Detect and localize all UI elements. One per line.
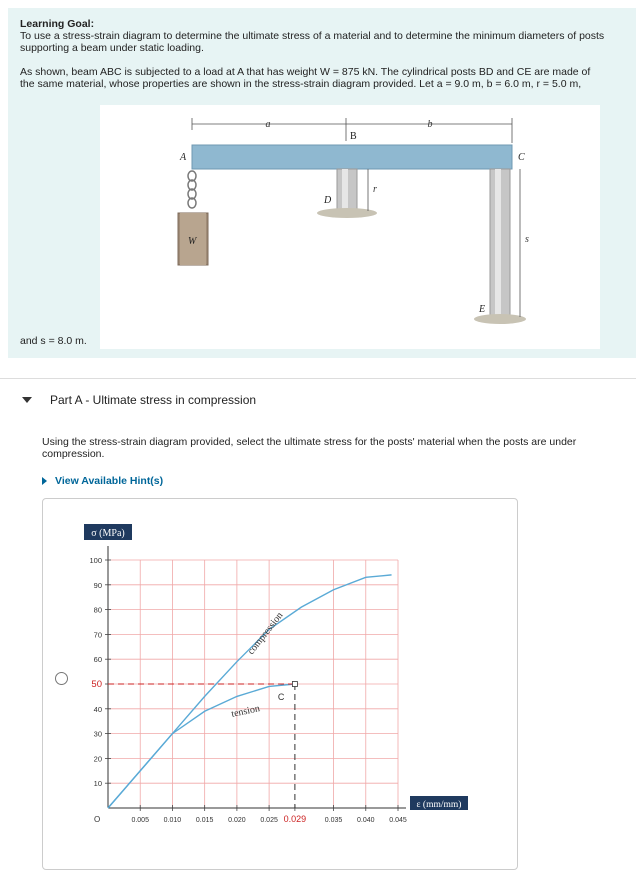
label-C: C xyxy=(518,152,525,163)
part-a-header[interactable] xyxy=(22,393,256,407)
tick-label-y: 80 xyxy=(93,605,102,615)
tick-label-x: 0.005 xyxy=(131,817,149,824)
caret-right-icon xyxy=(42,477,47,485)
tick-label-y: 90 xyxy=(93,580,102,590)
stress-strain-chart xyxy=(72,520,472,824)
label-a: a xyxy=(265,119,271,130)
tick-label-y: 30 xyxy=(93,729,102,739)
post-bd-highlight xyxy=(342,169,348,211)
learning-goal-title: Learning Goal: xyxy=(20,18,95,30)
section-divider xyxy=(0,378,636,379)
tick-label-x: 0.029 xyxy=(283,814,307,824)
tick-label-x: 0.015 xyxy=(195,817,214,824)
x-axis-label: ε (mm/mm) xyxy=(416,800,462,810)
beam-abc xyxy=(192,145,512,169)
problem-statement xyxy=(20,66,632,90)
annotation-compression: compression xyxy=(245,610,286,657)
y-axis-label-box xyxy=(84,524,132,540)
curve-tension xyxy=(108,684,295,808)
tick-label-x: 0.025 xyxy=(260,817,278,824)
view-hints-link[interactable] xyxy=(42,475,163,487)
tick-label-y: 60 xyxy=(93,655,102,665)
problem-line-2: the same material, whose properties are shown in the stress-strain diagram provided. Let a = 9.0 m, b = 6.0 m, r = 5.0 m, xyxy=(20,78,582,90)
learning-goal-panel xyxy=(8,8,636,358)
tick-label-x: 0.045 xyxy=(389,817,407,824)
question-text: Using the stress-strain diagram provided, select the ultimate stress for the posts' material when the posts are under compression. xyxy=(42,436,577,460)
tick-label-x: 0.010 xyxy=(163,817,182,824)
caret-down-icon[interactable] xyxy=(22,397,32,403)
tick-label-y: 50 xyxy=(91,679,102,690)
origin-label: O xyxy=(94,815,101,824)
annotation-tension: tension xyxy=(230,703,261,720)
post-ce-highlight xyxy=(495,169,501,317)
tick-label-x: 0.035 xyxy=(324,817,343,824)
label-E: E xyxy=(479,304,486,315)
chain xyxy=(188,171,196,208)
view-hints-label: View Available Hint(s) xyxy=(55,475,164,487)
chart-labels xyxy=(84,524,468,824)
ground-e xyxy=(474,314,526,324)
label-r: r xyxy=(373,184,377,195)
highlight-point xyxy=(292,682,297,687)
chart-ticks xyxy=(89,556,406,824)
tick-label-x: 0.040 xyxy=(357,817,375,824)
label-W: W xyxy=(188,236,197,247)
answer-radio-button[interactable] xyxy=(55,672,68,685)
tick-label-y: 70 xyxy=(93,630,102,640)
problem-continuation: and s = 8.0 m. xyxy=(20,335,87,347)
label-s: s xyxy=(525,234,529,245)
label-D: D xyxy=(324,195,332,206)
tick-label-y: 20 xyxy=(93,754,102,764)
annotation-point-c: C xyxy=(277,692,285,702)
part-a-title: Part A - Ultimate stress in compression xyxy=(50,393,257,407)
tick-label-x: 0.020 xyxy=(228,817,246,824)
beam-figure xyxy=(100,105,600,349)
label-B: B xyxy=(350,131,357,142)
x-axis-label-box xyxy=(410,796,468,810)
tick-label-y: 100 xyxy=(89,556,102,565)
learning-goal-text: To use a stress-strain diagram to determine the ultimate stress of a material and to determine the minimum diameters of posts supporting a beam under static loading. xyxy=(20,30,605,54)
label-b: b xyxy=(427,119,433,130)
tick-label-y: 40 xyxy=(93,704,102,714)
beam-diagram xyxy=(100,105,600,349)
chart-axes xyxy=(108,546,406,808)
label-A: A xyxy=(180,152,187,163)
problem-line-1: As shown, beam ABC is subjected to a load at A that has weight W = 875 kN. The cylindrical posts BD and CE are made of xyxy=(20,66,591,78)
y-axis-label: σ (MPa) xyxy=(91,528,125,539)
tick-label-y: 10 xyxy=(93,779,102,789)
